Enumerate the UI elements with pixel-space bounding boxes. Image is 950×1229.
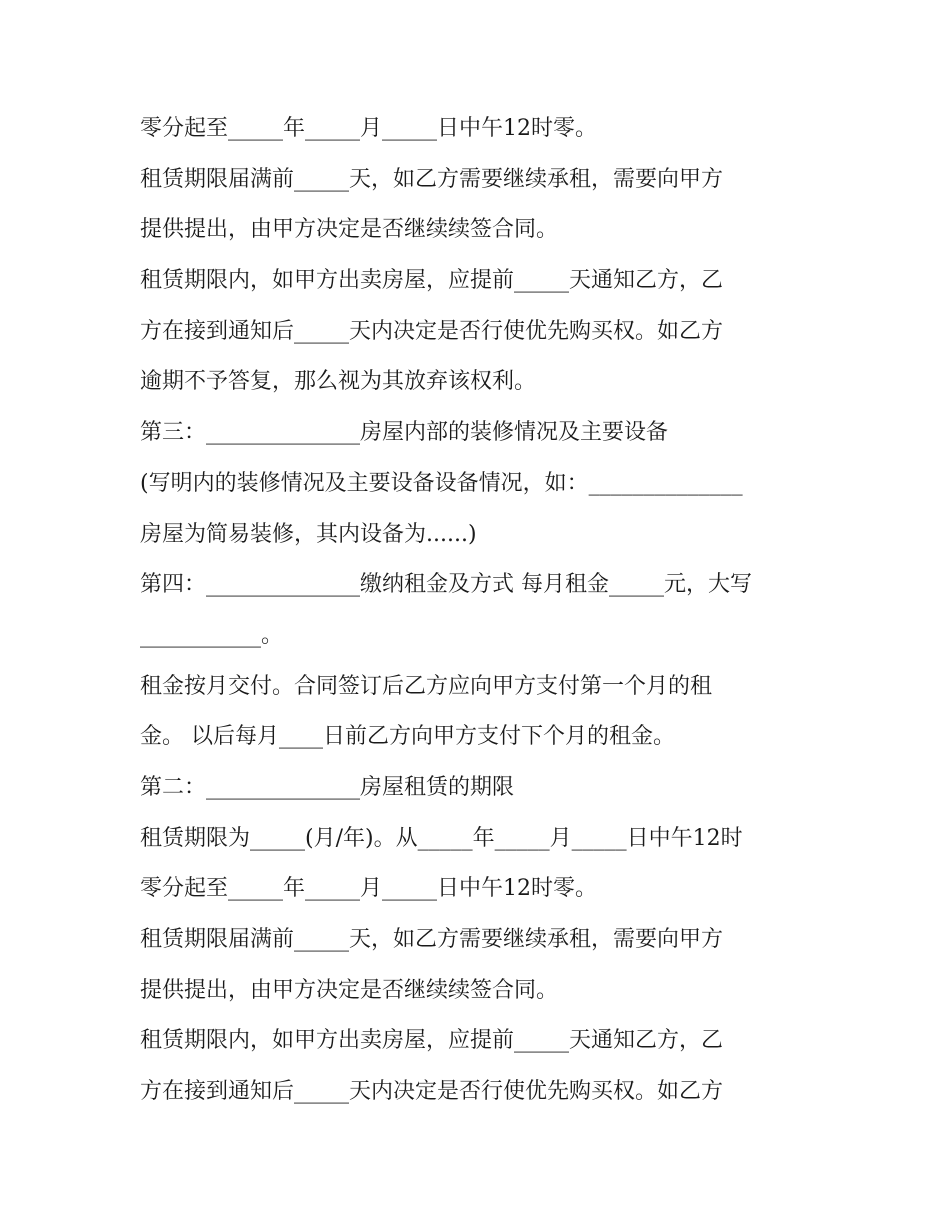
text-line: 方在接到通知后_____天内决定是否行使优先购买权。如乙方 [140, 318, 724, 344]
text-line: 房屋为简易装修，其内设备为......) [140, 521, 477, 547]
text-line: 零分起至_____年_____月_____日中午12时零。 [140, 876, 597, 902]
section-heading: 第二：______________房屋租赁的期限 [140, 774, 515, 800]
text-line: 租赁期限内，如甲方出卖房屋，应提前_____天通知乙方，乙 [140, 1028, 724, 1054]
text-line: (写明内的装修情况及主要设备设备情况，如：______________ [140, 470, 743, 496]
text-line: 逾期不予答复，那么视为其放弃该权利。 [140, 369, 537, 395]
text-line: 租赁期限内，如甲方出卖房屋，应提前_____天通知乙方，乙 [140, 268, 724, 294]
text-line: 租金按月交付。合同签订后乙方应向甲方支付第一个月的租 [140, 673, 713, 699]
text-line: 提供提出，由甲方决定是否继续续签合同。 [140, 977, 559, 1003]
document-body [140, 104, 820, 1118]
text-line: 租赁期限届满前_____天，如乙方需要继续承租，需要向甲方 [140, 166, 724, 192]
section-heading: 第四：______________缴纳租金及方式 每月租金_____元，大写 [140, 572, 752, 598]
text-line: 提供提出，由甲方决定是否继续续签合同。 [140, 217, 559, 243]
text-line: 租赁期限为_____(月/年)。从_____年_____月_____日中午12时 [140, 825, 743, 851]
text-line: ___________。 [140, 622, 284, 648]
text-line: 零分起至_____年_____月_____日中午12时零。 [140, 116, 597, 141]
section-heading: 第三：______________房屋内部的装修情况及主要设备 [140, 420, 669, 446]
text-line: 方在接到通知后_____天内决定是否行使优先购买权。如乙方 [140, 1079, 724, 1105]
text-line: 租赁期限届满前_____天，如乙方需要继续承租，需要向甲方 [140, 927, 724, 952]
text-line: 金。 以后每月____日前乙方向甲方支付下个月的租金。 [140, 724, 675, 750]
